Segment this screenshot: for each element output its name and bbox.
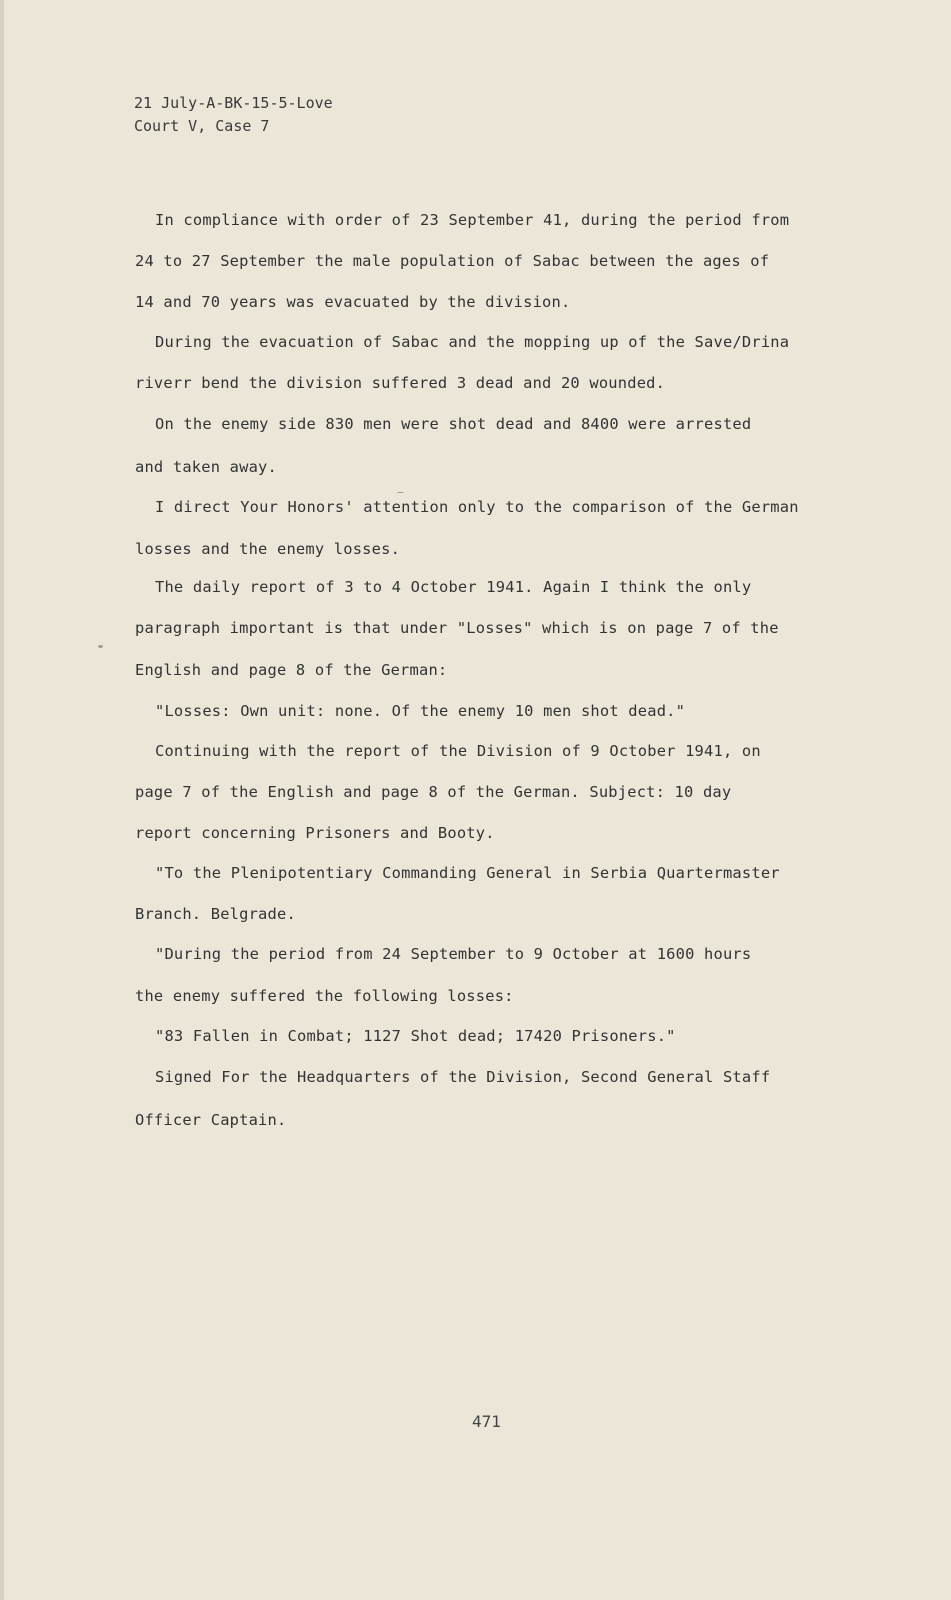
text-line: I direct Your Honors' attention only to the comparison of the German (155, 498, 799, 516)
text-line: Officer Captain. (135, 1111, 287, 1129)
text-line: riverr bend the division suffered 3 dead and 20 wounded. (135, 374, 666, 392)
text-line: English and page 8 of the German: (135, 661, 448, 679)
text-line: and taken away. (135, 458, 277, 476)
quoted-losses-line: "83 Fallen in Combat; 1127 Shot dead; 17420 Prisoners." (155, 1027, 676, 1045)
text-line: Continuing with the report of the Division of 9 October 1941, on (155, 742, 761, 760)
text-line: The daily report of 3 to 4 October 1941. Again I think the only (155, 578, 752, 596)
page-number: 471 (472, 1412, 501, 1431)
text-line: paragraph important is that under "Losses" which is on page 7 of the (135, 619, 779, 637)
paper-speck (98, 645, 103, 648)
text-line: report concerning Prisoners and Booty. (135, 824, 495, 842)
text-line: 14 and 70 years was evacuated by the division. (135, 293, 571, 311)
text-line: Branch. Belgrade. (135, 905, 296, 923)
text-line: Signed For the Headquarters of the Division, Second General Staff (155, 1068, 771, 1086)
text-line: 24 to 27 September the male population of Sabac between the ages of (135, 252, 770, 270)
text-line: On the enemy side 830 men were shot dead and 8400 were arrested (155, 415, 752, 433)
text-line: In compliance with order of 23 September 41, during the period from (155, 211, 790, 229)
paper-speck (397, 492, 404, 493)
court-case: Court V, Case 7 (134, 117, 270, 135)
text-line: "During the period from 24 September to 9 October at 1600 hours (155, 945, 752, 963)
case-reference: 21 July-A-BK-15-5-Love (134, 94, 333, 112)
text-line: "To the Plenipotentiary Commanding General in Serbia Quartermaster (155, 864, 780, 882)
text-line: the enemy suffered the following losses: (135, 987, 514, 1005)
text-line: page 7 of the English and page 8 of the German. Subject: 10 day (135, 783, 732, 801)
text-line: losses and the enemy losses. (135, 540, 401, 558)
text-line: During the evacuation of Sabac and the mopping up of the Save/Drina (155, 333, 790, 351)
quoted-losses-line: "Losses: Own unit: none. Of the enemy 10 men shot dead." (155, 702, 686, 720)
